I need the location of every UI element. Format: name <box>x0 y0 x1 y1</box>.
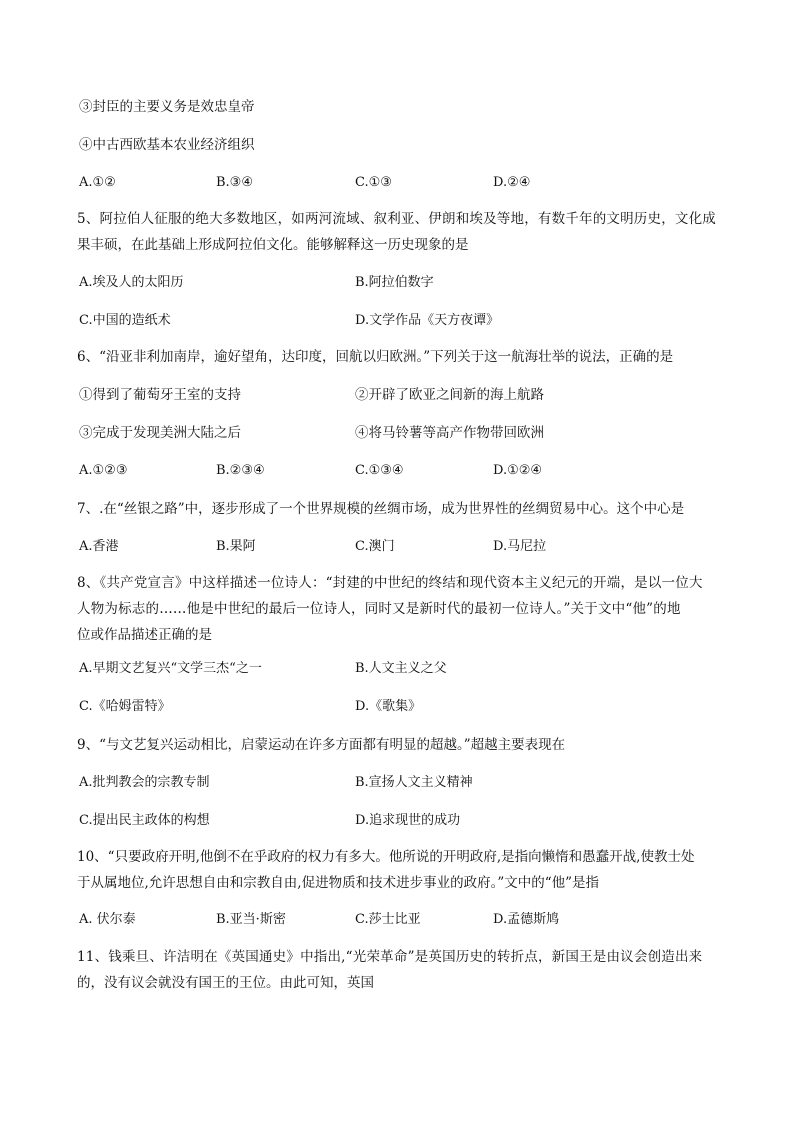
q5-stem-line-1: 5、阿拉伯人征服的绝大多数地区，如两河流域、叙利亚、伊朗和埃及等地，有数千年的文明历史，文化成 <box>77 211 716 227</box>
q4-item-3: ③封臣的主要义务是效忠皇帝 <box>79 99 255 115</box>
q4-option-c[interactable]: C.①③ <box>355 175 392 190</box>
q4-option-b[interactable]: B.③④ <box>216 175 253 190</box>
q4-option-d[interactable]: D.②④ <box>493 175 531 190</box>
q6-item-2: ②开辟了欧亚之间新的海上航路 <box>355 387 544 403</box>
q9-option-c[interactable]: C.提出民主政体的构想 <box>79 813 210 828</box>
q10-option-c[interactable]: C.莎士比亚 <box>355 912 421 927</box>
q6-item-4: ④将马铃薯等高产作物带回欧洲 <box>355 425 544 441</box>
q10-stem-line-2: 于从属地位,允许思想自由和宗教自由,促进物质和技术进步事业的政府。”文中的“他”是指 <box>77 875 600 891</box>
q11-stem-line-1: 11、钱乘旦、许洁明在《英国通史》中指出,“光荣革命”是英国历史的转折点，新国王是由议会创造出来 <box>77 949 703 965</box>
q8-option-c[interactable]: C.《哈姆雷特》 <box>79 699 171 714</box>
q8-stem-line-2: 人物为标志的……他是中世纪的最后一位诗人，同时又是新时代的最初一位诗人。”关于文中“他”的地 <box>77 601 681 617</box>
q6-stem: 6、“沿亚非利加南岸，逾好望角，达印度，回航以归欧洲。”下列关于这一航海壮举的说法，正确的是 <box>77 349 674 365</box>
q6-item-3: ③完成于发现美洲大陆之后 <box>79 425 241 441</box>
q9-option-d[interactable]: D.追求现世的成功 <box>355 813 461 828</box>
q5-option-d[interactable]: D.文学作品《天方夜谭》 <box>355 313 500 328</box>
q8-option-b[interactable]: B.人文主义之父 <box>355 661 447 676</box>
q9-option-a[interactable]: A.批判教会的宗教专制 <box>79 775 210 790</box>
q10-stem-line-1: 10、“只要政府开明,他倒不在乎政府的权力有多大。他所说的开明政府,是指向懒惰和愚蠢开战,使教士处 <box>77 849 695 865</box>
q7-option-c[interactable]: C.澳门 <box>355 539 395 554</box>
q5-option-a[interactable]: A.埃及人的太阳历 <box>79 275 184 290</box>
q10-option-b[interactable]: B.亚当·斯密 <box>216 912 286 927</box>
q10-option-d[interactable]: D.孟德斯鸠 <box>493 912 560 927</box>
q5-option-c[interactable]: C.中国的造纸术 <box>79 313 171 328</box>
q7-option-d[interactable]: D.马尼拉 <box>493 539 547 554</box>
q4-option-a[interactable]: A.①② <box>79 175 116 190</box>
q9-stem: 9、“与文艺复兴运动相比，启蒙运动在许多方面都有明显的超越。”超越主要表现在 <box>77 737 566 753</box>
q7-option-a[interactable]: A.香港 <box>79 539 119 554</box>
q6-option-b[interactable]: B.②③④ <box>216 463 265 478</box>
q6-item-1: ①得到了葡萄牙王室的支持 <box>79 387 241 403</box>
q6-option-a[interactable]: A.①②③ <box>79 463 128 478</box>
q6-option-c[interactable]: C.①③④ <box>355 463 404 478</box>
q8-stem-line-1: 8、《共产党宣言》中这样描述一位诗人：“封建的中世纪的终结和现代资本主义纪元的开端，是以一位大 <box>77 575 703 591</box>
q10-option-a[interactable]: A. 伏尔泰 <box>79 912 136 927</box>
q8-option-a[interactable]: A.早期文艺复兴“文学三杰“之一 <box>79 661 262 676</box>
q5-option-b[interactable]: B.阿拉伯数字 <box>355 275 434 290</box>
q5-stem-line-2: 果丰硕，在此基础上形成阿拉伯文化。能够解释这一历史现象的是 <box>77 237 469 253</box>
q7-option-b[interactable]: B.果阿 <box>216 539 256 554</box>
q7-stem: 7、.在“丝银之路”中，逐步形成了一个世界规模的丝绸市场，成为世界性的丝绸贸易中心。这个中心是 <box>77 501 685 517</box>
q6-option-d[interactable]: D.①②④ <box>493 463 543 478</box>
q9-option-b[interactable]: B.宣扬人文主义精神 <box>355 775 473 790</box>
q4-item-4: ④中古西欧基本农业经济组织 <box>79 137 255 153</box>
q11-stem-line-2: 的，没有议会就没有国王的王位。由此可知，英国 <box>77 975 374 991</box>
q8-option-d[interactable]: D.《歌集》 <box>355 699 422 714</box>
q8-stem-line-3: 位或作品描述正确的是 <box>77 627 212 643</box>
